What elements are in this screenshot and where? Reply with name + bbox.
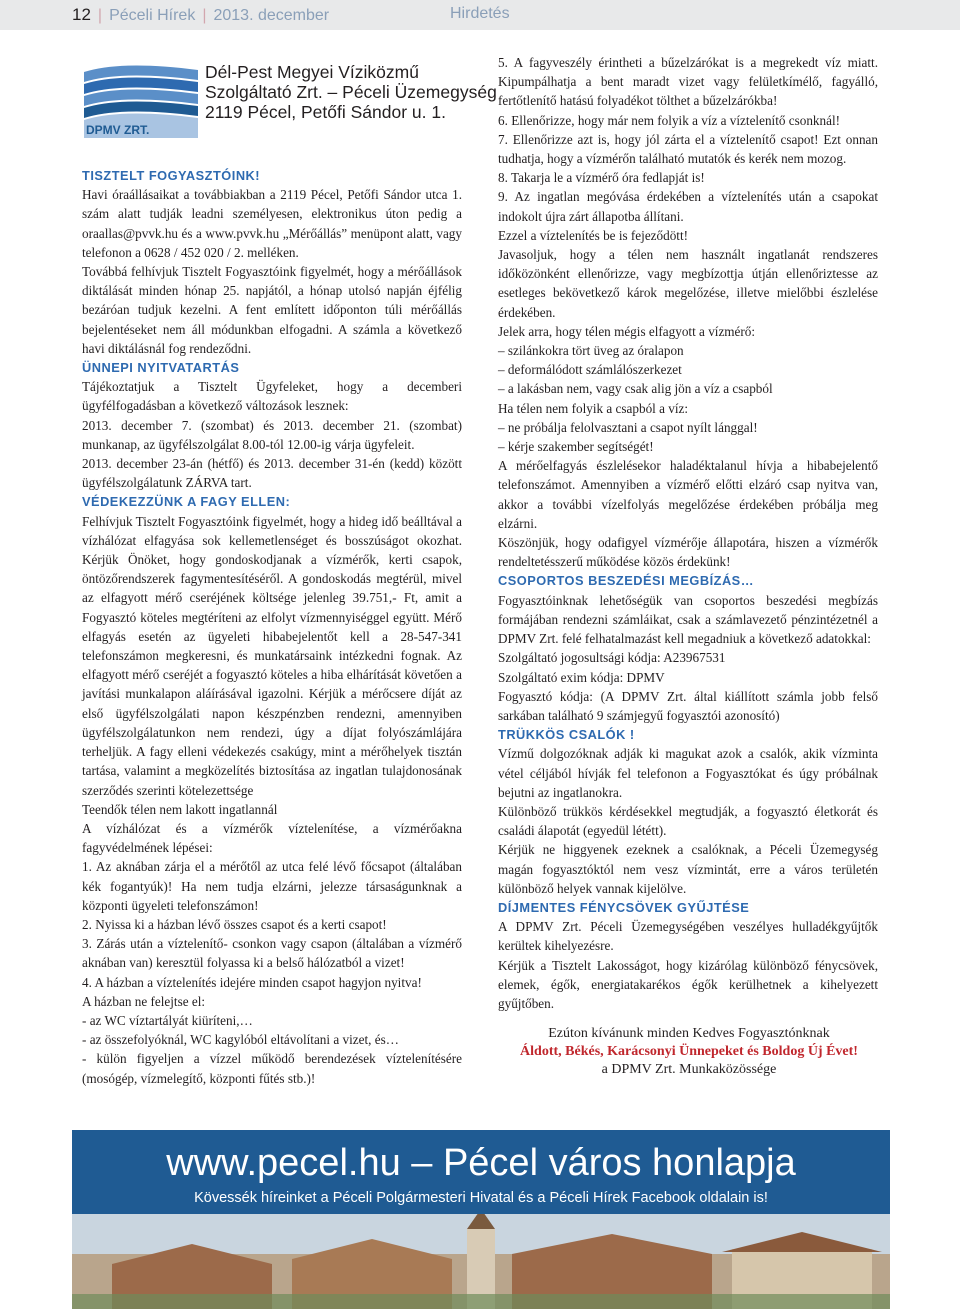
paragraph: A vízhálózat és a vízmérők víztelenítése, a vízmérőakna fagyvédelmének lépései: [82, 820, 462, 856]
paragraph: Fogyasztó kódja: (A DPMV Zrt. által kiállított számla jobb felső sarkában található 9 számjegyű fogyasztói azonosító) [498, 688, 878, 723]
text-line: – kérje szakember segítségét! [498, 439, 654, 455]
paragraph: A mérőelfagyás észlelésekor haladéktalanul hívja a hibabejelentő telefonszámot. Amennyiben a vízmérő előtti elzáró csap nyitva van, akkor a további vízelfolyás megelőzése érdekében próbálja meg elzárni. [498, 458, 878, 531]
paragraph: 1. Az aknában zárja el a mérőtől az utca felé lévő főcsapot (általában kék fogantyúk)! Ha nem tudja elzárni, jelezze társaságunknak a központi ügyeleti telefonszámon! [82, 859, 462, 913]
company-name: Dél-Pest Megyei Víziközmű [205, 62, 419, 82]
text-line: Teendők télen nem lakott ingatlannál [82, 801, 278, 817]
text-line: – deformálódott számlálószerkezet [498, 362, 682, 378]
section-heading: ÜNNEPI NYITVATARTÁS [82, 360, 240, 376]
text-line: 2. Nyissa ki a házban lévő összes csapot és a kerti csapot! [82, 916, 387, 932]
text-line: Ezzel a víztelenítés be is fejeződött! [498, 227, 689, 243]
section-label: Hirdetés [450, 5, 510, 22]
paragraph: Javasoljuk, hogy a télen nem használt ingatlanát rendszeres időközönként ellenőrizze, vagy megbízottja útján ellenőriztesse az esetleges bekövetkező károk megelőzése, illetve mielőbbi észlelése érdekében. [498, 247, 878, 320]
paragraph: Fogyasztóinknak lehetőségük van csoportos beszedési megbízás formájában rendezni számláikat, csak a számlavezető pénzintézetnél a DPMV Zrt. felé felhatalmazást kell megadniuk a következő adatokkal: [498, 592, 878, 647]
running-head: 12 | Péceli Hírek | 2013. december [72, 5, 330, 24]
text-line: – ne próbálja felolvasztani a csapot nyílt lánggal! [498, 419, 758, 435]
paragraph: Különböző trükkös kérdésekkel megtudják, a fogyasztó életkorát és családi álapotát (egyedül lététt). [498, 803, 878, 839]
greeting-line: Ezúton kívánunk minden Kedves Fogyasztónknak [548, 1026, 830, 1041]
text-line: - az összefolyóknál, WC kagylóból eltávolítani a vizet, és… [82, 1032, 399, 1048]
greeting-wish: Áldott, Békés, Karácsonyi Ünnepeket és Boldog Új Évet! [520, 1044, 858, 1059]
text-line: Jelek arra, hogy télen mégis elfagyott a vízmérő: [498, 323, 756, 339]
banner-subtitle: Kövessék híreinket a Péceli Polgármesteri Hivatal és a Péceli Hírek Facebook oldalain is! [194, 1190, 768, 1206]
left-column [82, 166, 462, 1088]
text-line: 6. Ellenőrizze, hogy már nem folyik a víz a víztelenítő csonknál! [498, 112, 841, 128]
logo-text: DPMV ZRT. [86, 123, 150, 137]
text-line: – a lakásban nem, vagy csak alig jön a víz a csapból [498, 381, 773, 397]
website-banner [72, 1130, 890, 1309]
page-number: 12 [72, 5, 91, 24]
section-heading: CSOPORTOS BESZEDÉSI MEGBÍZÁS… [498, 573, 755, 589]
section-heading: DÍJMENTES FÉNYCSÖVEK GYŰJTÉSE [498, 899, 750, 915]
paragraph: 7. Ellenőrizze azt is, hogy jól zárta el a víztelenítő csapot! Ezt onnan tudhatja, hogy a vízmérőn található mutatók és kerék nem mozog. [498, 131, 878, 167]
paragraph: 3. Zárás után a víztelenítő- csonkon vagy csapon (általában a vízmérő aknában van) keresztül folyassa ki a belső hálózatból a vizet! [82, 936, 462, 971]
paragraph: A DPMV Zrt. Péceli Üzemegységében veszélyes hulladékgyűjtők kerültek kihelyezésre. [498, 919, 878, 954]
text-line: 8. Takarja le a vízmérő óra fedlapját is! [498, 170, 705, 186]
text-line: A házban ne felejtse el: [82, 993, 206, 1009]
section-heading: TRÜKKÖS CSALÓK ! [498, 727, 635, 743]
page-header [0, 0, 960, 30]
dpmv-logo [82, 62, 200, 140]
right-column [498, 53, 878, 1013]
section-heading: VÉDEKEZZÜNK A FAGY ELLEN: [82, 494, 291, 510]
text-line: Szolgáltató exim kódja: DPMV [498, 669, 665, 685]
paragraph: 9. Az ingatlan megóvása érdekében a víztelenítés után a csapokat indokolt újra zárt állapotba állítani. [498, 189, 878, 224]
paragraph: Kérjük a Tisztelt Lakosságot, hogy kizárólag különböző fénycsövek, elemek, égők, energiatakarékos égők kerülhetnek a kihelyezett gyűjtőben. [498, 957, 878, 1011]
paragraph: Havi óraállásaikat a továbbiakban a 2119 Pécel, Petőfi Sándor utca 1. szám alatt tudják leadni személyesen, elektronikus úton pedig a oraallas@pvvk.hu és a www.pvvk.hu „Mérőállás” menüpont alatt, vagy telefonon a 0628 / 452 020 / 2. melléken. [82, 187, 462, 260]
holiday-greeting [498, 1025, 880, 1079]
company-street: 2119 Pécel, Petőfi Sándor u. 1. [205, 102, 446, 122]
paragraph: Továbbá felhívjuk Tisztelt Fogyasztóink figyelmét, hogy a mérőállások diktálását minden hónap 25. napjától, a hónap utolsó napján éjfélig bezáróan tudjuk kezelni. A fent említett időponton túli mérőállás bejelentéseket nem áll módunkban elfogadni. A számla a következő havi diktálásnál fog rendeződni. [82, 264, 462, 356]
paragraph: Tájékoztatjuk a Tisztelt Ügyfeleket, hogy a decemberi ügyfélfogadásban a következő változások lesznek: [82, 379, 462, 414]
paragraph: - külön figyeljen a vízzel működő berendezések víztelenítésére (mosógép, vízmelegítő, központi fűtés stb.)! [82, 1051, 462, 1086]
issue-date: 2013. december [213, 7, 330, 24]
dpmv-logo-graphic [82, 62, 200, 140]
greeting-signature: a DPMV Zrt. Munkaközössége [601, 1062, 777, 1077]
paragraph: Felhívjuk Tisztelt Fogyasztóink figyelmét, hogy a hideg idő beálltával a vízhálózat elfagyása sok kellemetlenséget és bosszúságot okozhat. Kérjük Önöket, hogy gondoskodjanak a vízmérők, kerti csapok, öntözőrendszerek fagymentesítéséről. A gondoskodás megtérül, mivel az elfagyott mérő cseréjének költsége jelenleg 39.751,- Ft, amit a Fogyasztó köteles megtéríteni az elfolyt vízmennyiséggel együtt. Mérő elfagyás esetén az ügyeleti hibabejelentőt kell a 28-547-341 telefonszámon megkeresni, és munkatársaink intézkedni fognak. Az elfagyott mérő cseréjét a fogyasztó köteles a hiba elhárítását követően a javítási munkalapon aláírásával igazolni. Kérjük a mérőcsere díját az első ügyfélszolgálati napon készpénzben rendezni, amennyiben ügyfélszolgálatunkon nem rendezi, úgy a díjat folyószámlájára terheljük. A fagy elleni védekezés csakúgy, mint a mérőhelyek tisztán tartása, valamint a megközelítés biztosítása az ingatlan tulajdonosának szerződés szerinti kötelezettsége [82, 513, 462, 798]
section-heading: TISZTELT FOGYASZTÓINK! [82, 168, 261, 183]
banner-title[interactable]: www.pecel.hu – Pécel város honlapja [166, 1142, 796, 1184]
paragraph: 2013. december 23-án (hétfő) és 2013. december 31-én (kedd) között ügyfélszolgálatunk ZÁRVA tart. [82, 456, 462, 491]
paragraph: 5. A fagyveszély érintheti a bűzelzárókat is a megrekedt víz miatt. Kipumpálhatja a bent maradt vizet vagy felületkímélő, fagyálló, fertőtlenítő hatású folyadékot tölthet a bűzelzárókba! [498, 55, 878, 109]
text-line: - az WC víztartályát kiüríteni,… [82, 1012, 253, 1028]
company-address [205, 62, 497, 122]
paragraph: Kérjük ne higgyenek ezeknek a csalóknak, a Péceli Üzemegység magán fogyasztóktól nem vesz vízmintát, erre a város területén különböző helyek vannak kijelölve. [498, 842, 878, 896]
publication-name: Péceli Hírek [109, 7, 196, 24]
text-line: Ha télen nem folyik a csapból a víz: [498, 400, 689, 416]
town-photo [72, 1214, 890, 1309]
paragraph: Köszönjük, hogy odafigyel vízmérője állapotára, hiszen a vízmérők rendeltetésszerű működése közös érdekünk! [498, 535, 878, 570]
paragraph: Vízmű dolgozóknak adják ki magukat azok a csalók, akik vízminta vétel céljából hívják fel telefonon a Fogyasztókat és úgy próbálnak bejutni az ingatlanokra. [498, 746, 878, 800]
text-line: 4. A házban a víztelenítés idejére minden csapot hagyjon nyitva! [82, 974, 422, 990]
company-unit: Szolgáltató Zrt. – Péceli Üzemegység [205, 82, 497, 102]
text-line: – szilánkokra tört üveg az óralapon [498, 343, 684, 359]
text-line: Szolgáltató jogosultsági kódja: A23967531 [498, 650, 726, 666]
paragraph: 2013. december 7. (szombat) és 2013. december 21. (szombat) munkanap, az ügyfélszolgálat 8.00-tól 12.00-ig várja ügyfeleit. [82, 417, 462, 452]
